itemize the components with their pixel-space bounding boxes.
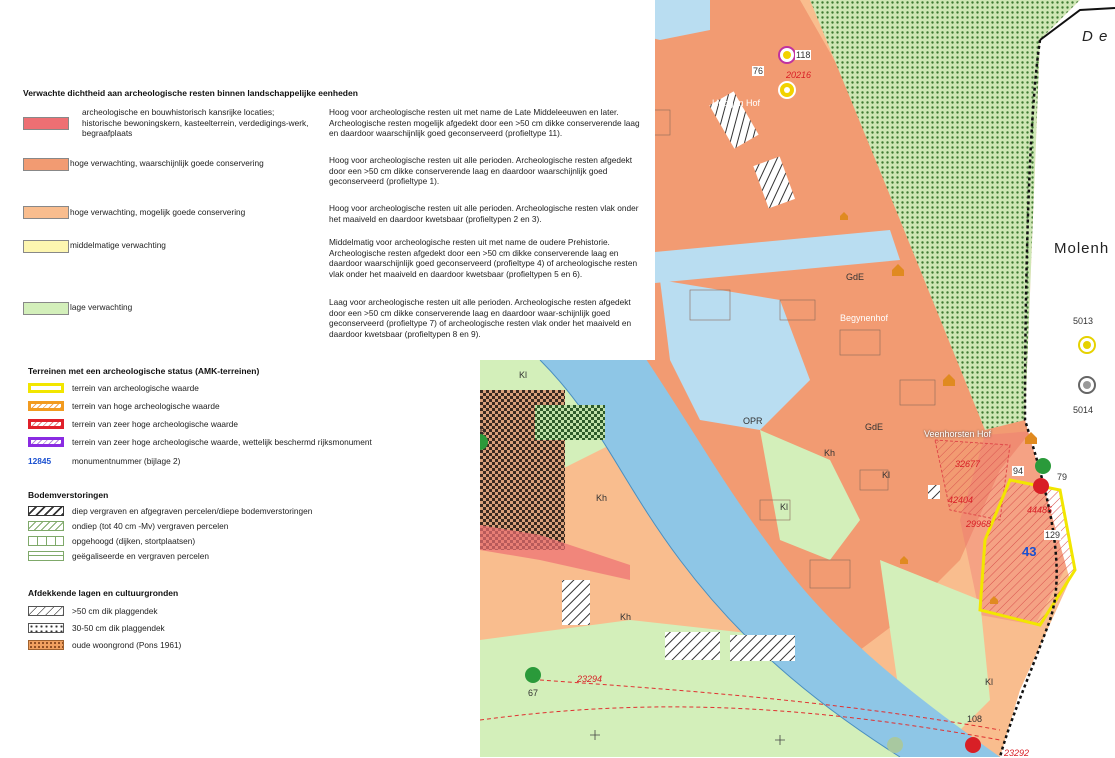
map-label-44485: 44485 bbox=[1027, 505, 1053, 515]
map-label-29968: 29968 bbox=[966, 519, 992, 529]
legend-desc-3: Middelmatig voor archeologische resten uit met name de oudere Prehistorie. Archeologische resten afgedekt door een >50 cm dikke conserverende laag en daardoor waarschijnlijk goed geconserveerd (profieltype 4) of archeologische resten vlak onder het maaiveld en daardoor kwetsbaar (profieltypen 5 en 6). bbox=[329, 237, 638, 279]
legend-desc-1: Hoog voor archeologische resten uit alle perioden. Archeologische resten afgedekt door een >50 cm dikke conserverende laag en daardoor waarschijnlijk goed geconserveerd (profieltype 1). bbox=[329, 155, 633, 187]
map-label-kh-2: Kh bbox=[824, 448, 836, 458]
map-label-23292: 23292 bbox=[1004, 748, 1030, 758]
legend-monument-number: 12845 bbox=[28, 456, 52, 466]
swatch-amk-yellow bbox=[28, 383, 64, 393]
legend-afdek-1: 30-50 cm dik plaggendek bbox=[72, 623, 165, 633]
legend-bodem-1: ondiep (tot 40 cm -Mv) vergraven percelen bbox=[72, 521, 229, 531]
parcel-hatch-5 bbox=[730, 635, 795, 661]
map-label-kl-1: Kl bbox=[519, 370, 528, 380]
legend-label-2: hoge verwachting, mogelijk goede conservering bbox=[70, 207, 246, 217]
legend-afdek-0: >50 cm dik plaggendek bbox=[72, 606, 158, 616]
legend-panel-lower bbox=[0, 360, 478, 757]
swatch-opgehoogd bbox=[28, 536, 64, 546]
map-label-23294: 23294 bbox=[577, 674, 603, 684]
map-label-gde-1: GdE bbox=[846, 272, 865, 282]
legend-afdek-row-2 bbox=[0, 639, 470, 654]
map-label-kh-1: Kh bbox=[596, 493, 608, 503]
map-label-118: 118 bbox=[796, 50, 811, 60]
map-label-32677: 32677 bbox=[955, 459, 981, 469]
map-label-begynenhof: Begynenhof bbox=[840, 313, 889, 323]
legend-section4-title: Afdekkende lagen en cultuurgronden bbox=[28, 588, 179, 598]
legend-label-3: middelmatige verwachting bbox=[70, 240, 166, 250]
parcel-hatch-3 bbox=[562, 580, 590, 625]
legend-bodem-row-0 bbox=[0, 505, 470, 520]
legend-swatch-red bbox=[23, 117, 69, 130]
map-label-129: 129 bbox=[1045, 530, 1061, 540]
legend-amk-row-0 bbox=[0, 382, 470, 397]
legend-bodem-2: opgehoogd (dijken, stortplaatsen) bbox=[72, 536, 196, 546]
swatch-amk-purple bbox=[28, 437, 64, 447]
map-label-hoogen-hof: Hoogen Hof bbox=[712, 98, 761, 108]
map-label-76: 76 bbox=[753, 66, 764, 76]
map-label-67: 67 bbox=[528, 688, 539, 698]
legend-monument-row bbox=[0, 455, 470, 470]
map-label-43: 43 bbox=[1022, 544, 1037, 559]
map-label-42404: 42404 bbox=[948, 495, 974, 505]
map-label-kl-2: Kl bbox=[780, 502, 789, 512]
map-label-79: 79 bbox=[1057, 472, 1068, 482]
map-label-gde-2: GdE bbox=[865, 422, 884, 432]
map-label-94: 94 bbox=[1013, 466, 1024, 476]
legend-amk-row-3 bbox=[0, 436, 470, 451]
legend-bodem-3: geëgaliseerde en vergraven percelen bbox=[72, 551, 209, 561]
legend-swatch-orange-light bbox=[23, 206, 69, 219]
swatch-oude-woongrond bbox=[28, 640, 64, 650]
parcel-hatch-6 bbox=[928, 485, 940, 499]
legend-label-4: lage verwachting bbox=[70, 302, 133, 312]
legend-bodem-row-1 bbox=[0, 520, 470, 535]
legend-bodem-row-2 bbox=[0, 535, 470, 550]
legend-desc-0: Hoog voor archeologische resten uit met name de Late Middeleeuwen en later. Archeologische resten mogelijk afgedekt door een >50 cm dikke conserverende laag en daardoor waarschijnlijk goed geconserveerd (profieltype 11). bbox=[329, 107, 640, 139]
map-label-de: D e bbox=[1082, 28, 1109, 45]
legend-amk-1: terrein van hoge archeologische waarde bbox=[72, 401, 220, 411]
map-label-kl-3: Kl bbox=[882, 470, 891, 480]
parcel-hatch-4 bbox=[665, 632, 720, 660]
map-label-veenhorsten-hof: Veenhorsten Hof bbox=[924, 429, 992, 439]
swatch-diep-vergraven bbox=[28, 506, 64, 516]
legend-section1-title: Verwachte dichtheid aan archeologische resten binnen landschappelijke eenheden bbox=[23, 88, 358, 98]
legend-label-1: hoge verwachting, waarschijnlijk goede conservering bbox=[70, 158, 264, 168]
map-label-kh-3: Kh bbox=[620, 612, 632, 622]
legend-swatch-orange-high bbox=[23, 158, 69, 171]
patch-green-check bbox=[535, 405, 605, 440]
swatch-geegaliseerd bbox=[28, 551, 64, 561]
map-label-108: 108 bbox=[967, 714, 983, 724]
legend-swatch-yellow bbox=[23, 240, 69, 253]
legend-bodem-row-3 bbox=[0, 550, 470, 565]
legend-panel-upper bbox=[0, 0, 655, 360]
swatch-plaggendek-50 bbox=[28, 606, 64, 616]
legend-afdek-row-1 bbox=[0, 622, 470, 637]
map-label-5014: 5014 bbox=[1073, 405, 1094, 415]
map-label-kl-4: Kl bbox=[985, 677, 994, 687]
legend-amk-0: terrein van archeologische waarde bbox=[72, 383, 199, 393]
map-label-6: 6 bbox=[480, 426, 486, 436]
legend-amk-row-1 bbox=[0, 400, 470, 415]
legend-section2-title: Terreinen met een archeologische status (AMK-terreinen) bbox=[28, 366, 260, 376]
map-label-20216: 20216 bbox=[786, 70, 812, 80]
map-label-opr: OPR bbox=[743, 416, 763, 426]
map-label-molenh: Molenh bbox=[1054, 240, 1110, 257]
legend-amk-2: terrein van zeer hoge archeologische waarde bbox=[72, 419, 239, 429]
legend-monument-label: monumentnummer (bijlage 2) bbox=[72, 456, 181, 466]
legend-desc-2: Hoog voor archeologische resten uit alle perioden. Archeologische resten vlak onder het maaiveld en daardoor kwetsbaar (profieltypen 2 en 3). bbox=[329, 203, 639, 224]
legend-desc-4: Laag voor archeologische resten uit alle perioden. Archeologische resten afgedekt door een >50 cm dikke conserverende laag en daardoor waar-schijnlijk goed geconserveerd (profieltype 7) of archeologische resten vlak onder het maaiveld en daardoor kwetsbaar (profieltypen 8 en 9). bbox=[329, 297, 632, 339]
swatch-amk-orange bbox=[28, 401, 64, 411]
legend-label-0: archeologische en bouwhistorisch kansrijke locaties; historische bewoningskern, kasteelterrein, verdedigings-werk, begraafplaats bbox=[82, 107, 309, 139]
swatch-ondiep-vergraven bbox=[28, 521, 64, 531]
legend-amk-3: terrein van zeer hoge archeologische waarde, wettelijk beschermd rijksmonument bbox=[72, 437, 372, 447]
legend-afdek-2: oude woongrond (Pons 1961) bbox=[72, 640, 182, 650]
swatch-plaggendek-30-50 bbox=[28, 623, 64, 633]
legend-section3-title: Bodemverstoringen bbox=[28, 490, 109, 500]
legend-bodem-0: diep vergraven en afgegraven percelen/diepe bodemverstoringen bbox=[72, 506, 313, 516]
swatch-amk-red bbox=[28, 419, 64, 429]
legend-swatch-green bbox=[23, 302, 69, 315]
legend-afdek-row-0 bbox=[0, 605, 470, 620]
map-label-5013: 5013 bbox=[1073, 316, 1094, 326]
legend-amk-row-2 bbox=[0, 418, 470, 433]
